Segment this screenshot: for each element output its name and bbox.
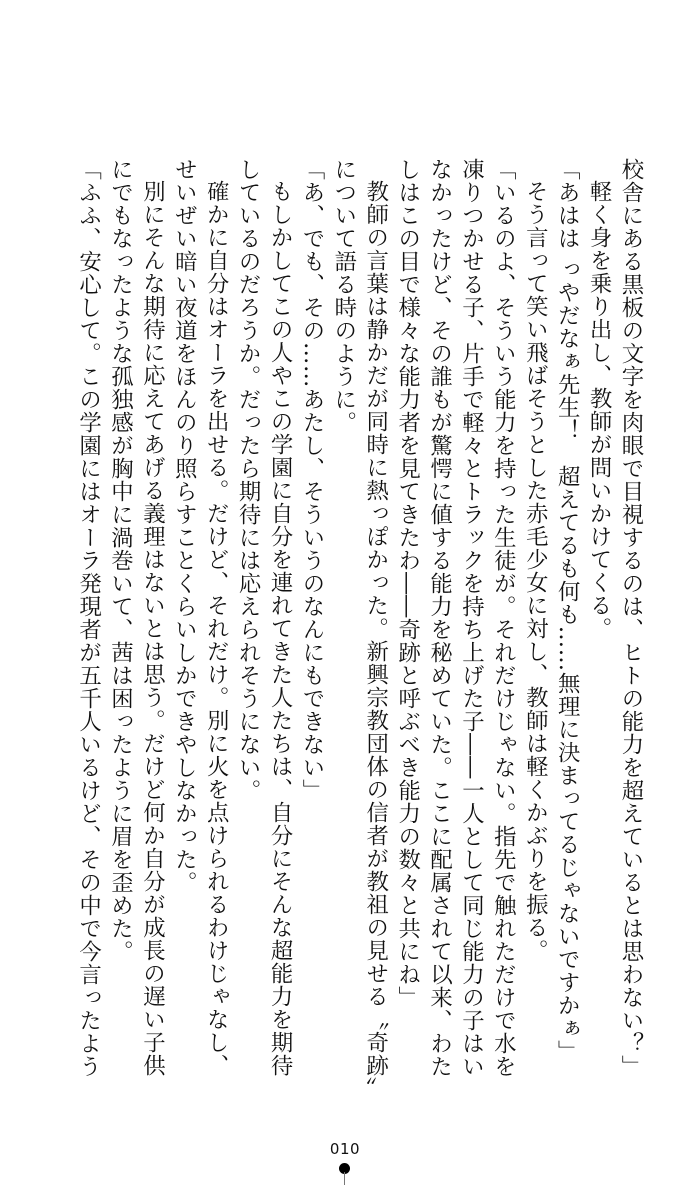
page-number: 010 bbox=[329, 1140, 361, 1158]
text-line-3: 「あはは っやだなぁ先生！ 超えてるも何も……無理に決まってるじゃないですかぁ」 bbox=[554, 158, 581, 1063]
text-line-6: 凍りつかせる子、片手で軽々とトラックを持ち上げた子――一人として同じ能力の子はい bbox=[458, 158, 485, 1078]
text-line-8: しはこの目で様々な能力者を見てきたわ――奇跡と呼ぶべき能力の数々と共にね」 bbox=[394, 158, 421, 1009]
vertical-text-body bbox=[40, 158, 646, 1101]
text-line-9: 教師の言葉は静かだが同時に熱っぽかった。新興宗教団体の信者が教祖の見せる〝奇跡〟 bbox=[362, 180, 389, 1101]
text-line-11: 「あ、でも、その……あたし、そういうのなんにもできない」 bbox=[298, 158, 325, 802]
text-line-18: 「ふふ、安心して。この学園にはオーラ発現者が五千人いるけど、その中で今言ったよう bbox=[75, 158, 102, 1078]
text-line-14: 確かに自分はオーラを出せる。だけど、それだけ。別に火を点けられるわけじゃなし、 bbox=[203, 180, 230, 1078]
text-line-4: そう言って笑い飛ばそうとした赤毛少女に対し、教師は軽くかぶりを振る。 bbox=[522, 180, 549, 963]
text-line-1: 校舎にある黒板の文字を肉眼で目視するのは、ヒトの能力を超えているとは思わない？」 bbox=[618, 158, 644, 1078]
text-line-15: せいぜい暗い夜道をほんのり照らすことくらいしかできやしなかった。 bbox=[171, 158, 198, 894]
text-line-5: 「いるのよ、そういう能力を持った生徒が。それだけじゃない。指先で触れただけで水を bbox=[490, 158, 517, 1078]
text-line-13: しているのだろうか。だったら期待には応えられそうにない。 bbox=[235, 158, 262, 802]
text-line-7: なかったけど、その誰もが驚愕に値する能力を秘めていた。ここに配属されて以来、わた bbox=[426, 158, 453, 1078]
text-line-10: について語る時のように。 bbox=[330, 158, 357, 434]
folio-stem-line bbox=[344, 1172, 345, 1185]
text-line-2: 軽く身を乗り出し、教師が問いかけてくる。 bbox=[586, 180, 613, 641]
text-line-17: にでもなったような孤独感が胸中に渦巻いて、茜は困ったように眉を歪めた。 bbox=[107, 158, 134, 963]
text-line-12: もしかしてこの人やこの学園に自分を連れてきた人たちは、自分にそんな超能力を期待 bbox=[267, 180, 294, 1078]
text-line-16: 別にそんな期待に応えてあげる義理はないとは思う。だけど何か自分が成長の遅い子供 bbox=[139, 180, 166, 1078]
